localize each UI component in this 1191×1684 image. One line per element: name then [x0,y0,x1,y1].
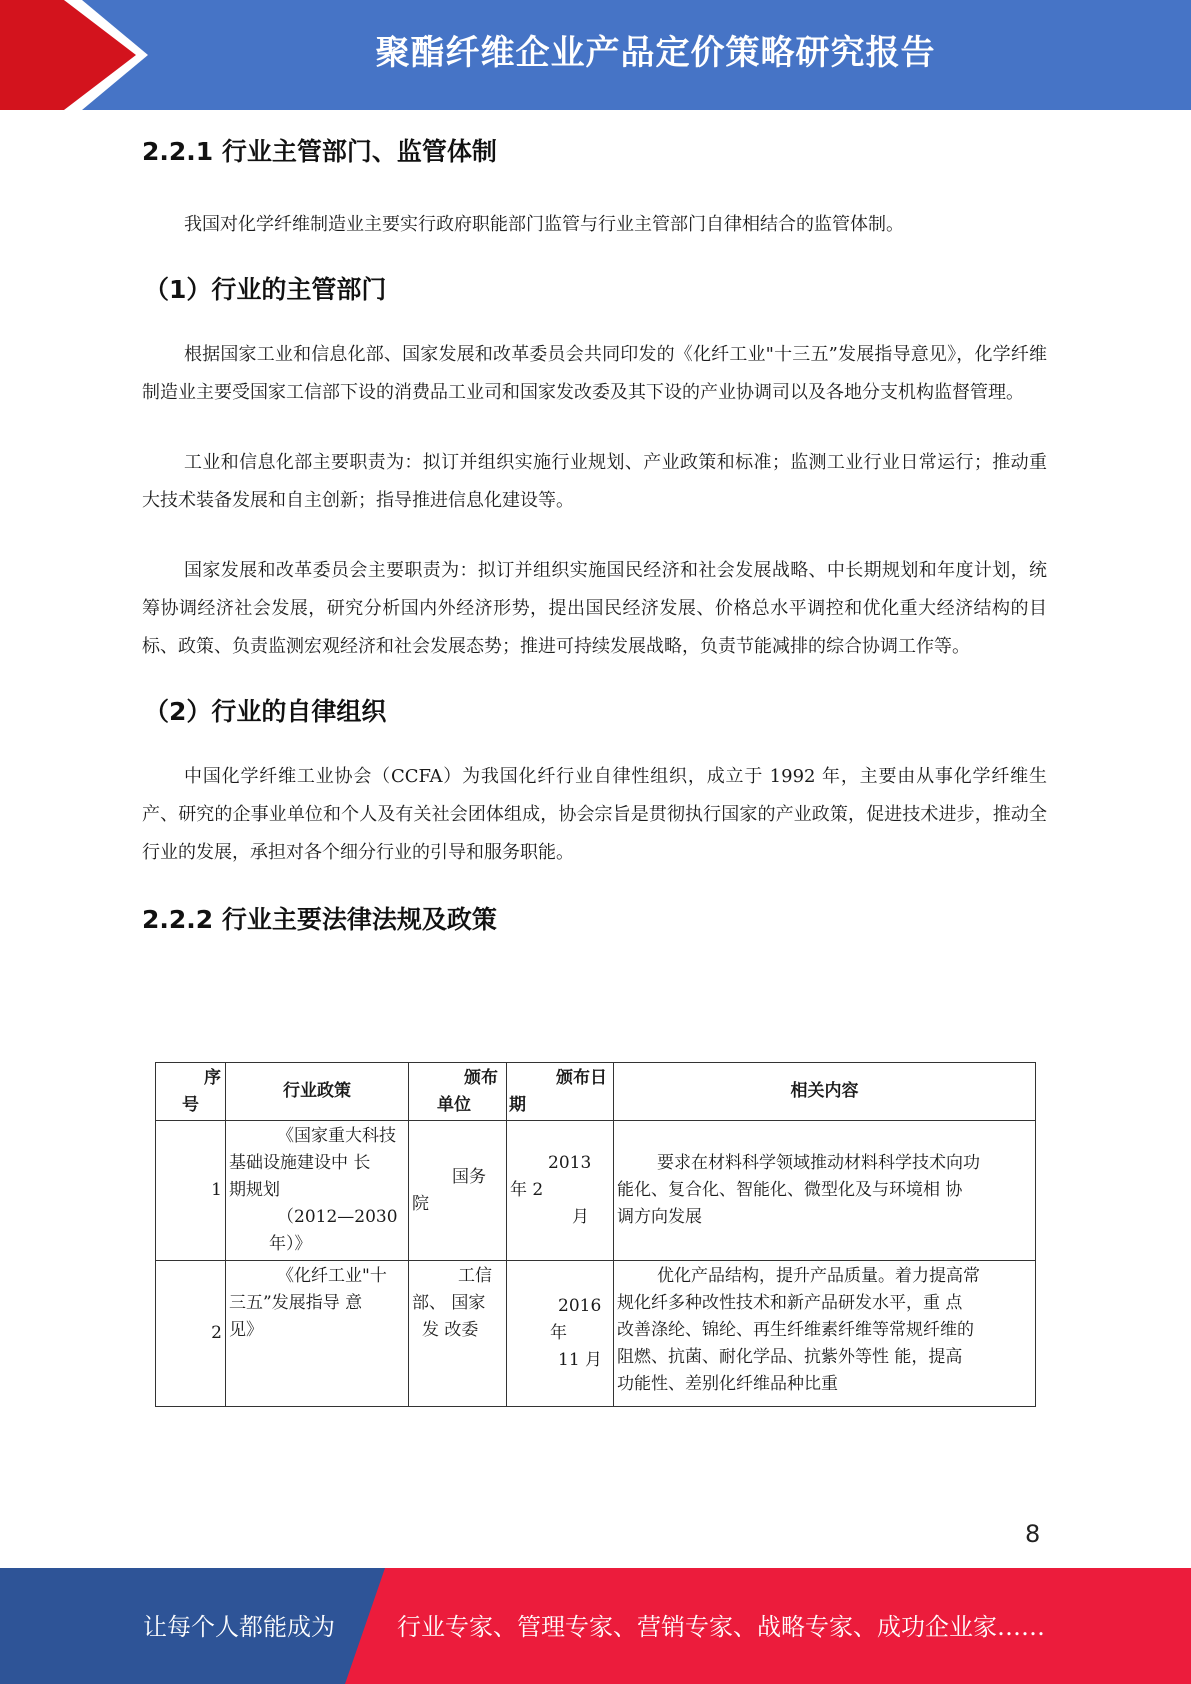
header-policy: 行业政策 [226,1063,409,1121]
cell-unit-line: 院 [412,1193,429,1214]
policy-table-wrapper [155,1062,1035,1407]
cell-date [507,1121,614,1261]
cell-date-line: 2016 [558,1296,602,1316]
cell-unit [409,1261,507,1407]
cell-policy-line: 见》 [229,1320,263,1340]
subheading-self-regulatory-org: （2）行业的自律组织 [144,697,387,726]
table-row [156,1261,1036,1407]
header-seq [156,1063,226,1121]
cell-content [614,1261,1036,1407]
cell-date-line: 年 [550,1323,567,1343]
cell-unit-line: 部、 国家 [412,1293,486,1313]
cell-policy-line: （2012—2030 [277,1207,398,1227]
cell-content-line: 能化、复合化、智能化、微型化及与环境相 协 [617,1180,963,1200]
cell-policy [226,1261,409,1407]
header-date [507,1063,614,1121]
cell-unit-line: 国务 [452,1166,486,1187]
header-seq-line2: 号 [182,1094,199,1115]
subheading-competent-department: （1）行业的主管部门 [144,275,387,304]
cell-content-line: 阻燃、抗菌、耐化学品、抗紫外等性 能，提高 [617,1347,963,1367]
section-heading-2-2-2: 2.2.2 行业主要法律法规及政策 [142,905,497,934]
cell-policy-line: 《国家重大科技 [277,1126,396,1146]
page-footer [0,1568,1191,1684]
cell-date-line: 月 [572,1207,589,1227]
cell-content-line: 规化纤多种改性技术和新产品研发水平，重 点 [617,1293,963,1313]
header-seq-line1: 序 [204,1067,221,1088]
header-date-line2: 期 [509,1094,526,1115]
footer-slogan-left: 让每个人都能成为 [143,1613,335,1641]
cell-content-line: 要求在材料科学领域推动材料科学技术向功 [657,1153,980,1173]
cell-content-line: 调方向发展 [617,1207,702,1227]
cell-content-line: 优化产品结构，提升产品质量。着力提高常 [657,1266,980,1286]
cell-unit [409,1121,507,1261]
cell-content-line: 功能性、差别化纤维品种比重 [617,1374,838,1394]
footer-slogan-right: 行业专家、管理专家、营销专家、战略专家、成功企业家…… [397,1613,1045,1641]
page-header [0,0,1191,110]
cell-policy-line: 年）》 [269,1234,312,1254]
header-date-line1: 颁布日 [556,1067,607,1088]
page-number: 8 [1025,1520,1041,1548]
header-unit [409,1063,507,1121]
paragraph-intro: 我国对化学纤维制造业主要实行政府职能部门监管与行业主管部门自律相结合的监管体制。 [184,214,904,235]
cell-unit-line: 工信 [458,1266,492,1286]
cell-policy-line: 《化纤工业"十 [277,1266,387,1286]
cell-date [507,1261,614,1407]
cell-policy-line: 基础设施建设中 长 [229,1153,371,1173]
cell-content [614,1121,1036,1261]
header-unit-line1: 颁布 [464,1067,498,1088]
cell-policy-line: 期规划 [229,1180,280,1200]
cell-date-line: 2013 [548,1153,592,1173]
cell-seq: 2 [156,1261,226,1407]
paragraph-ndrc-duties: 国家发展和改革委员会主要职责为：拟订并组织实施国民经济和社会发展战略、中长期规划和年度计划，统筹协调经济社会发展，研究分析国内外经济形势，提出国民经济发展、价格总水平调控和优化重大经济结构的目标、政策、负责监测宏观经济和社会发展态势；推进可持续发展战略，负责节能减排的综合协调工作等。 [142,560,1047,657]
header-unit-line2: 单位 [437,1094,471,1115]
cell-unit-line: 发 改委 [422,1320,479,1340]
paragraph-ccfa: 中国化学纤维工业协会（CCFA）为我国化纤行业自律性组织，成立于 1992 年，主要由从事化学纤维生产、研究的企事业单位和个人及有关社会团体组成，协会宗旨是贯彻执行国家的产业政策，促进技术进步，推动全行业的发展，承担对各个细分行业的引导和服务职能。 [142,766,1047,863]
header-content: 相关内容 [614,1063,1036,1121]
table-row [156,1121,1036,1261]
cell-date-line: 11 月 [558,1350,603,1370]
cell-seq: 1 [156,1121,226,1261]
cell-policy [226,1121,409,1261]
main-content [142,124,1047,936]
cell-content-line: 改善涤纶、锦纶、再生纤维素纤维等常规纤维的 [617,1320,974,1340]
cell-date-line: 年 2 [510,1180,544,1200]
paragraph-guidance: 根据国家工业和信息化部、国家发展和改革委员会共同印发的《化纤工业"十三五”发展指导意见》，化学纤维制造业主要受国家工信部下设的消费品工业司和国家发改委及其下设的产业协调司以及各地分支机构监督管理。 [142,344,1047,403]
cell-policy-line: 三五”发展指导 意 [229,1293,363,1313]
table-header-row [156,1063,1036,1121]
policy-table [155,1062,1036,1407]
section-heading-2-2-1: 2.2.1 行业主管部门、监管体制 [142,137,497,166]
report-title: 聚酯纤维企业产品定价策略研究报告 [375,33,936,73]
paragraph-miit-duties: 工业和信息化部主要职责为：拟订并组织实施行业规划、产业政策和标准；监测工业行业日常运行；推动重大技术装备发展和自主创新；指导推进信息化建设等。 [142,452,1047,511]
